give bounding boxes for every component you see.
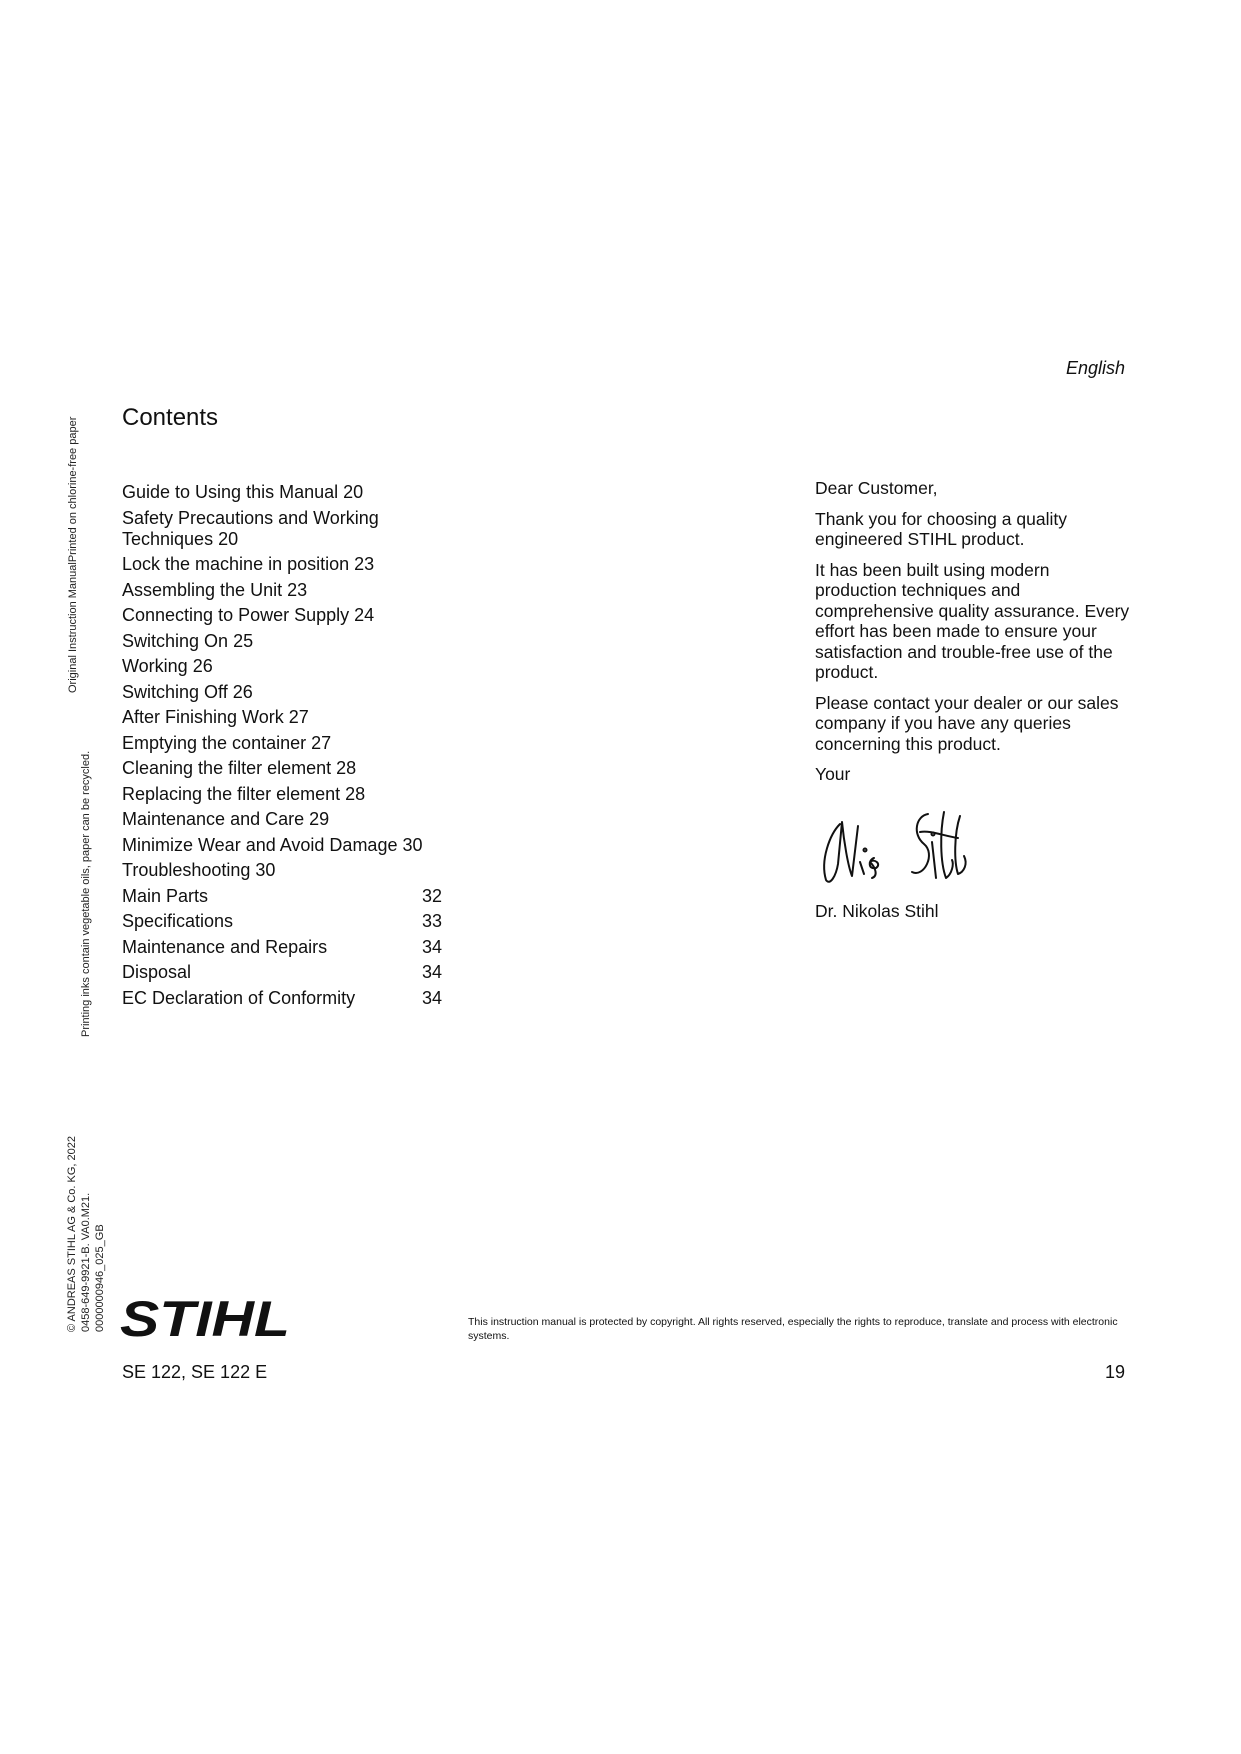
toc-item <box>122 508 432 550</box>
toc-item-label: Safety Precautions and Working Techniques <box>122 507 379 549</box>
toc-item <box>122 605 432 626</box>
toc-item <box>122 860 432 881</box>
letter-paragraph: It has been built using modern production techniques and comprehensive quality assurance. Every effort has been made to ensure your satisfaction and trouble-free use of the product. <box>815 559 1130 682</box>
toc-item-label: Specifications <box>122 911 234 931</box>
toc-item-page: 34 <box>421 936 442 957</box>
toc-item <box>122 911 442 932</box>
toc-item <box>122 733 432 754</box>
toc-item <box>122 707 432 728</box>
toc-item <box>122 835 432 856</box>
toc-item-label: Working <box>122 656 188 676</box>
toc-item <box>122 784 432 805</box>
customer-letter <box>815 478 1135 795</box>
model-label: SE 122, SE 122 E <box>122 1362 268 1382</box>
toc-item <box>122 656 432 677</box>
toc-item <box>122 937 442 958</box>
toc-item-label: Emptying the container <box>122 732 307 753</box>
toc-item <box>122 554 432 575</box>
toc-item <box>122 682 432 703</box>
toc-item <box>122 988 442 1009</box>
letter-closing: Your <box>815 764 851 784</box>
signer-name: Dr. Nikolas Stihl <box>815 901 939 921</box>
toc-item-page: 34 <box>421 962 442 982</box>
svg-text:STIHL: STIHL <box>120 1294 290 1342</box>
toc-item-page: 20 <box>218 528 239 549</box>
toc-item <box>122 886 442 907</box>
toc-item-page: 34 <box>421 987 442 1008</box>
toc-item-page: 20 <box>343 482 364 502</box>
letter-paragraph: Thank you for choosing a quality engineered STIHL product. <box>815 508 1067 549</box>
toc-item <box>122 962 442 983</box>
toc-item-page: 30 <box>402 834 423 855</box>
toc-item <box>122 580 432 601</box>
toc-item-page: 26 <box>232 681 253 702</box>
toc-item-label: Connecting to Power Supply <box>122 605 350 625</box>
handwritten-signature <box>812 802 982 892</box>
language-label: English <box>1065 358 1125 378</box>
toc-item-label: Switching Off <box>122 681 228 702</box>
toc-item-page: 23 <box>354 554 375 574</box>
page-number: 19 <box>1104 1362 1125 1382</box>
side-note-inks: Printing inks contain vegetable oils, paper can be recycled. <box>80 750 92 1037</box>
toc-item-page: 27 <box>288 707 309 727</box>
toc-item-page: 30 <box>255 860 276 880</box>
letter-greeting: Dear Customer, <box>815 478 938 498</box>
toc-item-page: 32 <box>421 885 442 906</box>
toc-item-page: 24 <box>354 605 375 625</box>
side-note-paper: Original Instruction ManualPrinted on chlorine-free paper <box>67 416 79 693</box>
toc-item-label: Maintenance and Repairs <box>122 936 328 957</box>
toc-item-label: EC Declaration of Conformity <box>122 987 356 1008</box>
toc-item-label: Minimize Wear and Avoid Damage <box>122 834 398 855</box>
copyright-notice: This instruction manual is protected by copyright. All rights reserved, especially the rights to reproduce, translate and process with electronic systems. <box>468 1316 1118 1342</box>
stihl-logo <box>118 1294 294 1342</box>
toc-item-label: After Finishing Work <box>122 707 284 727</box>
side-note-part-number: 0458-649-9921-B. VA0.M21. <box>80 1192 92 1332</box>
toc-item-page: 28 <box>345 783 366 804</box>
toc-item-label: Assembling the Unit <box>122 579 283 600</box>
toc-item <box>122 758 432 779</box>
toc-item-label: Troubleshooting <box>122 860 251 880</box>
toc-item-label: Disposal <box>122 962 192 982</box>
toc-item-label: Lock the machine in position <box>122 554 350 574</box>
letter-paragraph: Please contact your dealer or our sales company if you have any queries concerning this product. <box>815 692 1119 754</box>
toc-item-page: 26 <box>192 656 213 676</box>
toc-item-page: 29 <box>309 809 330 829</box>
toc-item-label: Guide to Using this Manual <box>122 482 339 502</box>
toc-item <box>122 809 432 830</box>
toc-item-page: 27 <box>311 732 332 753</box>
toc-item-page: 33 <box>421 911 442 931</box>
toc-item-label: Maintenance and Care <box>122 809 305 829</box>
toc-item-label: Replacing the filter element <box>122 783 341 804</box>
toc-item-label: Main Parts <box>122 885 209 906</box>
side-note-copyright: © ANDREAS STIHL AG & Co. KG, 2022 <box>66 1136 78 1332</box>
toc-item-page: 23 <box>287 579 308 600</box>
contents-title: Contents <box>122 404 219 431</box>
table-of-contents <box>122 482 442 1013</box>
toc-item <box>122 482 432 503</box>
toc-item-page: 25 <box>233 630 254 651</box>
toc-item-label: Switching On <box>122 630 229 651</box>
toc-item <box>122 631 432 652</box>
side-note-doc-id: 0000000946_025_GB <box>94 1224 106 1332</box>
toc-item-label: Cleaning the filter element <box>122 758 332 778</box>
toc-item-page: 28 <box>336 758 357 778</box>
